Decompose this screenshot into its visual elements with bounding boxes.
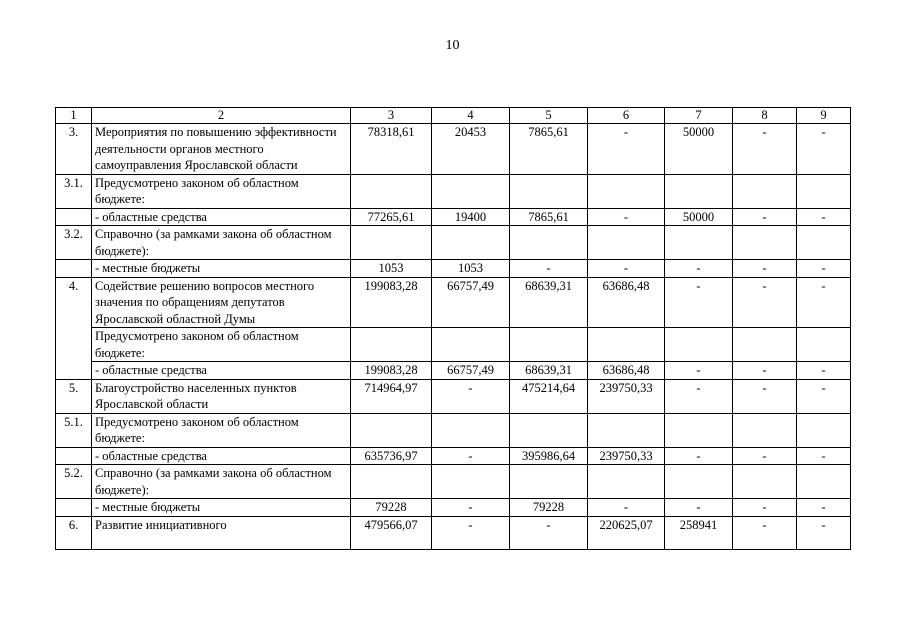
value-cell-col-7: 258941 [665, 516, 733, 549]
value-cell-col-7 [665, 465, 733, 499]
row-number-cell: 6. [56, 516, 92, 549]
value-cell-col-3: 77265,61 [351, 208, 432, 226]
value-cell-col-9: - [797, 277, 851, 328]
value-cell-col-8: - [733, 499, 797, 517]
value-cell-col-3: 1053 [351, 260, 432, 278]
column-header-5: 5 [510, 108, 588, 124]
row-description-cell: Содействие решению вопросов местного значения по обращениям депутатов Ярославской областной Думы [92, 277, 351, 328]
row-number-cell: 5.2. [56, 465, 92, 499]
row-number-cell [56, 260, 92, 278]
value-cell-col-7 [665, 226, 733, 260]
table-row [56, 328, 851, 362]
table-row [56, 362, 851, 380]
value-cell-col-5 [510, 174, 588, 208]
value-cell-col-6: 220625,07 [588, 516, 665, 549]
value-cell-col-6: 239750,33 [588, 447, 665, 465]
value-cell-col-7: - [665, 277, 733, 328]
value-cell-col-4: - [432, 447, 510, 465]
value-cell-col-5: 395986,64 [510, 447, 588, 465]
value-cell-col-7: - [665, 362, 733, 380]
value-cell-col-9: - [797, 260, 851, 278]
table-row [56, 260, 851, 278]
row-description-cell: Предусмотрено законом об областном бюджете: [92, 174, 351, 208]
value-cell-col-4: 66757,49 [432, 362, 510, 380]
value-cell-col-4 [432, 413, 510, 447]
row-number-cell [56, 499, 92, 517]
value-cell-col-6 [588, 174, 665, 208]
value-cell-col-6 [588, 465, 665, 499]
value-cell-col-4: - [432, 516, 510, 549]
value-cell-col-6: 239750,33 [588, 379, 665, 413]
row-number-cell: 4. [56, 277, 92, 379]
value-cell-col-7 [665, 413, 733, 447]
value-cell-col-9 [797, 413, 851, 447]
value-cell-col-6 [588, 328, 665, 362]
value-cell-col-5: 475214,64 [510, 379, 588, 413]
value-cell-col-5: 7865,61 [510, 124, 588, 175]
row-description-cell: Предусмотрено законом об областном бюджете: [92, 413, 351, 447]
row-description-cell: Предусмотрено законом об областном бюджете: [92, 328, 351, 362]
value-cell-col-9 [797, 226, 851, 260]
row-number-cell: 3. [56, 124, 92, 175]
value-cell-col-6: - [588, 208, 665, 226]
row-description-cell: Благоустройство населенных пунктов Ярославской области [92, 379, 351, 413]
value-cell-col-9: - [797, 447, 851, 465]
value-cell-col-4: - [432, 499, 510, 517]
table-row [56, 447, 851, 465]
value-cell-col-8: - [733, 516, 797, 549]
value-cell-col-6: 63686,48 [588, 277, 665, 328]
table-row [56, 124, 851, 175]
value-cell-col-4: - [432, 379, 510, 413]
column-header-2: 2 [92, 108, 351, 124]
value-cell-col-6: - [588, 124, 665, 175]
value-cell-col-4 [432, 226, 510, 260]
value-cell-col-8: - [733, 260, 797, 278]
value-cell-col-9: - [797, 362, 851, 380]
column-header-7: 7 [665, 108, 733, 124]
value-cell-col-9 [797, 465, 851, 499]
value-cell-col-3 [351, 226, 432, 260]
value-cell-col-6: - [588, 499, 665, 517]
value-cell-col-3: 635736,97 [351, 447, 432, 465]
table-row [56, 499, 851, 517]
value-cell-col-5: 68639,31 [510, 277, 588, 328]
value-cell-col-8: - [733, 447, 797, 465]
value-cell-col-5: 79228 [510, 499, 588, 517]
row-description-cell: Мероприятия по повышению эффективности деятельности органов местного самоуправления Ярославской области [92, 124, 351, 175]
value-cell-col-4: 20453 [432, 124, 510, 175]
table-row [56, 379, 851, 413]
table-header [56, 108, 851, 124]
value-cell-col-9: - [797, 516, 851, 549]
value-cell-col-7 [665, 174, 733, 208]
value-cell-col-9 [797, 328, 851, 362]
column-header-8: 8 [733, 108, 797, 124]
value-cell-col-9: - [797, 208, 851, 226]
row-description-cell: - областные средства [92, 447, 351, 465]
value-cell-col-5: - [510, 516, 588, 549]
value-cell-col-9: - [797, 124, 851, 175]
value-cell-col-8 [733, 174, 797, 208]
row-number-cell: 5. [56, 379, 92, 413]
value-cell-col-6: - [588, 260, 665, 278]
value-cell-col-4 [432, 465, 510, 499]
value-cell-col-8: - [733, 379, 797, 413]
value-cell-col-5: 7865,61 [510, 208, 588, 226]
row-description-cell: Справочно (за рамками закона об областном бюджете): [92, 465, 351, 499]
value-cell-col-7: - [665, 499, 733, 517]
table-row [56, 174, 851, 208]
value-cell-col-6 [588, 226, 665, 260]
column-header-1: 1 [56, 108, 92, 124]
value-cell-col-7: - [665, 447, 733, 465]
row-number-cell [56, 208, 92, 226]
value-cell-col-9 [797, 174, 851, 208]
value-cell-col-3: 78318,61 [351, 124, 432, 175]
value-cell-col-3 [351, 413, 432, 447]
value-cell-col-8: - [733, 362, 797, 380]
row-number-cell [56, 447, 92, 465]
value-cell-col-3: 79228 [351, 499, 432, 517]
value-cell-col-4 [432, 174, 510, 208]
value-cell-col-5 [510, 465, 588, 499]
value-cell-col-7 [665, 328, 733, 362]
table-row [56, 413, 851, 447]
row-number-cell: 5.1. [56, 413, 92, 447]
value-cell-col-8: - [733, 208, 797, 226]
row-number-cell: 3.1. [56, 174, 92, 208]
value-cell-col-4: 19400 [432, 208, 510, 226]
row-description-cell: - областные средства [92, 208, 351, 226]
value-cell-col-8 [733, 328, 797, 362]
row-description-cell: Справочно (за рамками закона об областном бюджете): [92, 226, 351, 260]
table-row [56, 277, 851, 328]
column-header-3: 3 [351, 108, 432, 124]
value-cell-col-5 [510, 226, 588, 260]
value-cell-col-8 [733, 226, 797, 260]
row-description-cell: - местные бюджеты [92, 499, 351, 517]
value-cell-col-3: 199083,28 [351, 277, 432, 328]
value-cell-col-8 [733, 413, 797, 447]
value-cell-col-8: - [733, 277, 797, 328]
table-row [56, 226, 851, 260]
page-number: 10 [445, 38, 460, 53]
column-header-4: 4 [432, 108, 510, 124]
value-cell-col-8: - [733, 124, 797, 175]
value-cell-col-3 [351, 328, 432, 362]
value-cell-col-4: 66757,49 [432, 277, 510, 328]
value-cell-col-5 [510, 413, 588, 447]
value-cell-col-5: - [510, 260, 588, 278]
table-body [56, 124, 851, 550]
value-cell-col-3 [351, 174, 432, 208]
budget-table [55, 107, 851, 550]
header-row [56, 108, 851, 124]
value-cell-col-9: - [797, 379, 851, 413]
value-cell-col-7: - [665, 379, 733, 413]
row-description-cell: Развитие инициативного [92, 516, 351, 549]
value-cell-col-4: 1053 [432, 260, 510, 278]
column-header-9: 9 [797, 108, 851, 124]
value-cell-col-3: 714964,97 [351, 379, 432, 413]
value-cell-col-9: - [797, 499, 851, 517]
row-description-cell: - местные бюджеты [92, 260, 351, 278]
table-row [56, 465, 851, 499]
value-cell-col-4 [432, 328, 510, 362]
value-cell-col-6: 63686,48 [588, 362, 665, 380]
value-cell-col-7: 50000 [665, 124, 733, 175]
value-cell-col-5: 68639,31 [510, 362, 588, 380]
table-row [56, 208, 851, 226]
value-cell-col-6 [588, 413, 665, 447]
table-row [56, 516, 851, 549]
row-number-cell: 3.2. [56, 226, 92, 260]
column-header-6: 6 [588, 108, 665, 124]
value-cell-col-8 [733, 465, 797, 499]
value-cell-col-7: - [665, 260, 733, 278]
value-cell-col-3: 479566,07 [351, 516, 432, 549]
value-cell-col-3: 199083,28 [351, 362, 432, 380]
value-cell-col-5 [510, 328, 588, 362]
value-cell-col-7: 50000 [665, 208, 733, 226]
row-description-cell: - областные средства [92, 362, 351, 380]
value-cell-col-3 [351, 465, 432, 499]
